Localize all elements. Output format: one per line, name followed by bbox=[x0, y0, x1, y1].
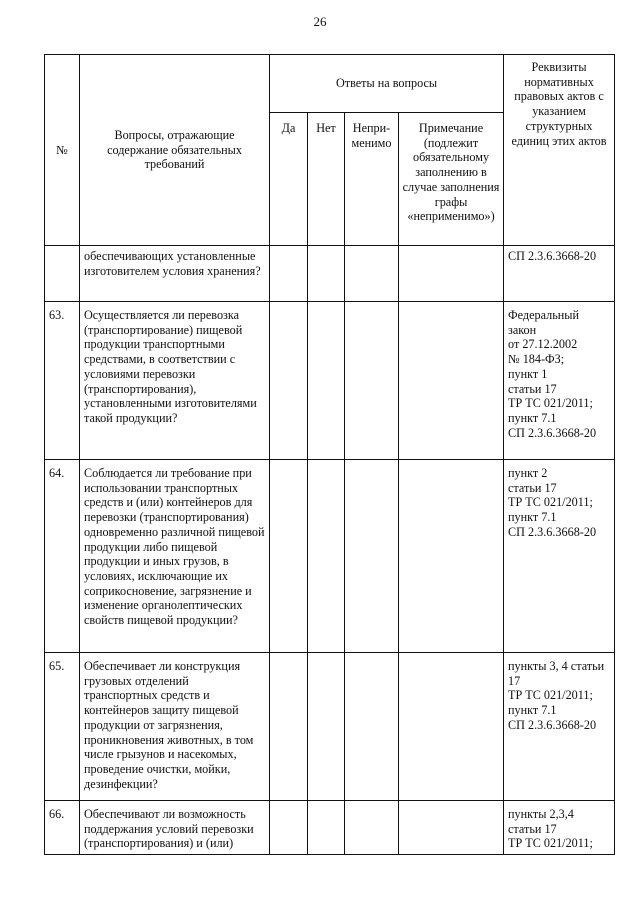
row-answer-yes bbox=[270, 246, 308, 302]
header-answers-group: Ответы на вопросы bbox=[270, 55, 504, 113]
row-answer-no bbox=[308, 302, 345, 460]
row-answer-not-applicable bbox=[345, 302, 399, 460]
row-number: 64. bbox=[45, 460, 80, 653]
header-not-applicable: Непри- менимо bbox=[345, 113, 399, 246]
row-answer-not-applicable bbox=[345, 653, 399, 801]
row-answer-yes bbox=[270, 302, 308, 460]
row-answer-yes bbox=[270, 801, 308, 855]
row-note bbox=[399, 246, 504, 302]
row-note bbox=[399, 653, 504, 801]
header-no: Нет bbox=[308, 113, 345, 246]
row-question: Обеспечивает ли конструкция грузовых отделений транспортных средств и контейнеров защиту пищевой продукции от загрязнения, проникновения животных, в том числе грызунов и насекомых, проведение очистки, мойки, дезинфекции? bbox=[80, 653, 270, 801]
row-answer-no bbox=[308, 801, 345, 855]
row-answer-yes bbox=[270, 460, 308, 653]
row-question: Обеспечивают ли возможность поддержания условий перевозки (транспортирования) и (или) bbox=[80, 801, 270, 855]
row-answer-not-applicable bbox=[345, 801, 399, 855]
row-note bbox=[399, 801, 504, 855]
header-row-1 bbox=[45, 55, 615, 113]
row-answer-yes bbox=[270, 653, 308, 801]
table-row bbox=[45, 460, 615, 653]
row-answer-no bbox=[308, 460, 345, 653]
table-row bbox=[45, 801, 615, 855]
row-number: 66. bbox=[45, 801, 80, 855]
page-number: 26 bbox=[313, 14, 327, 29]
header-yes: Да bbox=[270, 113, 308, 246]
header-number: № bbox=[45, 55, 80, 246]
requirements-table bbox=[44, 54, 615, 855]
row-question: обеспечивающих установленные изготовителем условия хранения? bbox=[80, 246, 270, 302]
row-number: 63. bbox=[45, 302, 80, 460]
header-note: Примечание (подлежит обязательному заполнению в случае заполнения графы «неприменимо») bbox=[399, 113, 504, 246]
row-question: Осуществляется ли перевозка (транспортирование) пищевой продукции транспортными средствами, в соответствии с условиями перевозки (транспортирования), установленными изготовителями такой продукции? bbox=[80, 302, 270, 460]
header-question: Вопросы, отражающие содержание обязательных требований bbox=[80, 55, 270, 246]
row-answer-not-applicable bbox=[345, 246, 399, 302]
row-answer-not-applicable bbox=[345, 460, 399, 653]
row-answer-no bbox=[308, 653, 345, 801]
row-note bbox=[399, 460, 504, 653]
table-row bbox=[45, 653, 615, 801]
row-requisites: пункты 2,3,4 статьи 17 ТР ТС 021/2011; bbox=[504, 801, 615, 855]
row-requisites: Федеральный закон от 27.12.2002 № 184-ФЗ; пункт 1 статьи 17 ТР ТС 021/2011; пункт 7.1 СП 2.3.6.3668-20 bbox=[504, 302, 615, 460]
row-note bbox=[399, 302, 504, 460]
table-row bbox=[45, 302, 615, 460]
row-question: Соблюдается ли требование при использовании транспортных средств и (или) контейнеров для перевозки (транспортирования) одновременно различной пищевой продукции либо пищевой продукции и иных грузов, в условиях, исключающие их соприкосновение, загрязнение и изменение органолептических свойств пищевой продукции? bbox=[80, 460, 270, 653]
row-answer-no bbox=[308, 246, 345, 302]
table-row bbox=[45, 246, 615, 302]
header-requisites: Реквизиты нормативных правовых актов с указанием структурных единиц этих актов bbox=[504, 55, 615, 246]
row-number: 65. bbox=[45, 653, 80, 801]
row-requisites: пункты 3, 4 статьи 17 ТР ТС 021/2011; пункт 7.1 СП 2.3.6.3668-20 bbox=[504, 653, 615, 801]
row-number bbox=[45, 246, 80, 302]
row-requisites: СП 2.3.6.3668-20 bbox=[504, 246, 615, 302]
row-requisites: пункт 2 статьи 17 ТР ТС 021/2011; пункт 7.1 СП 2.3.6.3668-20 bbox=[504, 460, 615, 653]
